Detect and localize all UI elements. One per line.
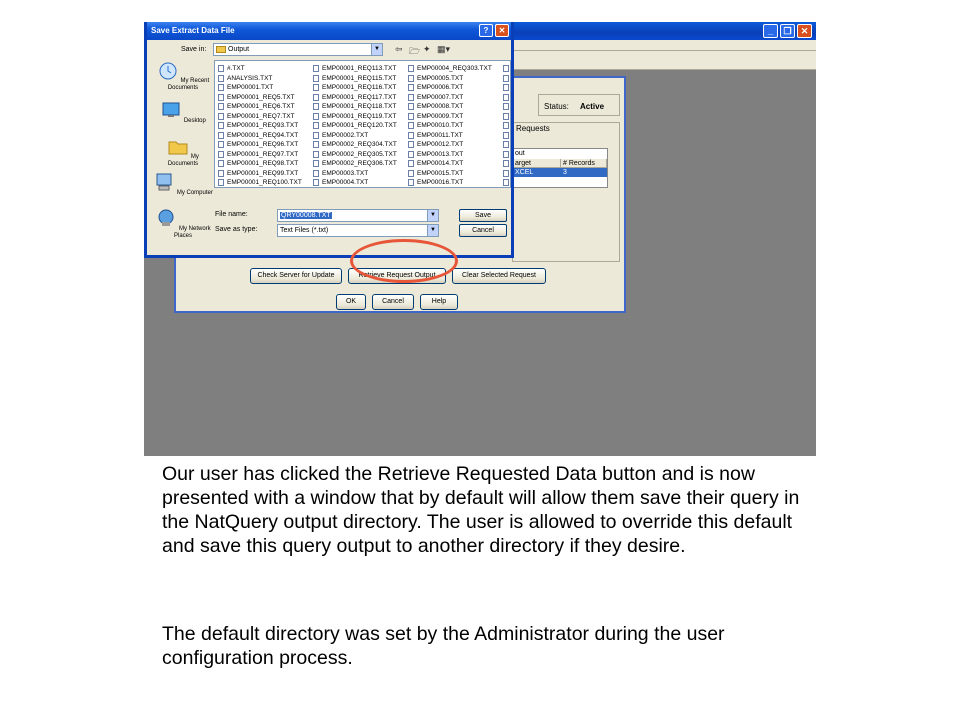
app-window-controls xyxy=(763,24,812,38)
file-list-item-clipped[interactable] xyxy=(503,83,509,93)
restore-button[interactable]: ❐ xyxy=(780,24,795,38)
file-list-item[interactable] xyxy=(313,150,397,160)
file-list-item[interactable] xyxy=(408,121,492,131)
file-list-item[interactable] xyxy=(218,64,302,74)
place-desktop-label: Desktop xyxy=(183,118,206,124)
text-file-icon xyxy=(503,179,509,186)
file-name: EMP00010.TXT xyxy=(417,122,464,129)
status-label: Status: xyxy=(544,102,569,111)
file-column-4-partial xyxy=(503,64,509,188)
save-dialog xyxy=(144,22,514,258)
file-name: EMP00001_REQ94.TXT xyxy=(227,131,299,139)
file-list-item[interactable] xyxy=(218,112,302,122)
save-as-type-value: Text Files (*.txt) xyxy=(280,227,329,234)
text-file-icon xyxy=(218,113,224,120)
file-list-item-clipped[interactable] xyxy=(503,159,509,169)
back-icon[interactable]: ⇦ xyxy=(395,44,403,54)
file-list-item[interactable] xyxy=(218,121,302,131)
up-folder-icon[interactable]: 🗁 xyxy=(409,46,421,56)
file-column-3 xyxy=(408,64,492,188)
file-name: EMP00001_REQ118.TXT xyxy=(322,103,397,110)
file-list-item[interactable] xyxy=(313,169,397,179)
text-file-icon xyxy=(218,151,224,158)
file-list-item[interactable] xyxy=(408,169,492,179)
file-name: EMP00001_REQ116.TXT xyxy=(322,84,397,91)
file-name: EMP00015.TXT xyxy=(417,169,464,177)
file-list-item[interactable] xyxy=(218,159,302,169)
text-file-icon xyxy=(218,122,224,129)
file-column-1 xyxy=(218,64,302,188)
file-list-item[interactable] xyxy=(313,131,397,141)
text-file-icon xyxy=(503,151,509,158)
dialog-titlebar xyxy=(147,22,511,40)
file-list-item[interactable] xyxy=(313,64,397,74)
file-list-item-clipped[interactable] xyxy=(503,102,509,112)
check-server-button[interactable]: Check Server for Update xyxy=(250,268,342,284)
file-name: EMP00004.TXT xyxy=(322,179,369,186)
place-my-documents-label: My Documents xyxy=(167,154,199,167)
file-name: EMP00002.TXT xyxy=(322,131,369,139)
file-name-label: File name: xyxy=(215,211,248,218)
file-list-item[interactable] xyxy=(218,74,302,84)
file-list-item-clipped[interactable] xyxy=(503,131,509,141)
file-name: EMP00001_REQ93.TXT xyxy=(227,122,299,129)
text-file-icon xyxy=(313,132,319,139)
text-file-icon xyxy=(408,141,414,148)
text-file-icon xyxy=(503,75,509,82)
text-file-icon xyxy=(313,65,319,72)
text-file-icon xyxy=(408,122,414,129)
requests-table[interactable] xyxy=(512,148,608,188)
file-name: EMP00002_REQ306.TXT xyxy=(322,160,397,167)
file-name-value: QRY00008.TXT xyxy=(281,212,331,219)
save-button[interactable]: Save xyxy=(459,209,507,222)
help-icon[interactable]: ? xyxy=(479,24,493,37)
file-name: EMP00001_REQ119.TXT xyxy=(322,112,397,120)
text-file-icon xyxy=(503,65,509,72)
file-list-item[interactable] xyxy=(313,93,397,103)
text-file-icon xyxy=(218,160,224,167)
file-list-item[interactable] xyxy=(313,159,397,169)
requests-group xyxy=(512,122,620,262)
text-file-icon xyxy=(408,113,414,120)
file-list-item[interactable] xyxy=(313,121,397,131)
file-name: EMP00006.TXT xyxy=(417,84,464,91)
caption-paragraph-1: Our user has clicked the Retrieve Requested Data button and is now presented with a window that by default will allow them save their query in the NatQuery output directory. The user is allowed to override this default and save this query output to another directory if they desire. xyxy=(162,463,800,557)
file-list-item-clipped[interactable] xyxy=(503,121,509,131)
file-name: EMP00005.TXT xyxy=(417,74,464,82)
text-file-icon xyxy=(503,94,509,101)
file-list-item[interactable] xyxy=(313,83,397,93)
dialog-window-controls xyxy=(479,24,509,37)
file-list-item[interactable] xyxy=(313,102,397,112)
file-name-input[interactable] xyxy=(277,209,439,222)
place-my-documents[interactable] xyxy=(153,136,213,168)
text-file-icon xyxy=(503,103,509,110)
text-file-icon xyxy=(218,170,224,177)
file-list-item[interactable] xyxy=(408,102,492,112)
file-list-item-clipped[interactable] xyxy=(503,140,509,150)
annotation-circle xyxy=(350,239,458,283)
dialog-title: Save Extract Data File xyxy=(151,26,235,35)
place-desktop[interactable] xyxy=(153,100,213,125)
file-name: EMP00002_REQ304.TXT xyxy=(322,141,397,148)
recent-documents-icon xyxy=(157,60,179,80)
file-list-item[interactable] xyxy=(218,83,302,93)
text-file-icon xyxy=(313,151,319,158)
help-button[interactable]: Help xyxy=(420,294,458,310)
text-file-icon xyxy=(408,94,414,101)
file-list-item[interactable] xyxy=(408,93,492,103)
text-file-icon xyxy=(313,75,319,82)
my-documents-icon xyxy=(167,136,189,156)
file-name: EMP00001_REQ113.TXT xyxy=(322,65,397,72)
views-menu-icon[interactable]: ▦▾ xyxy=(437,44,451,54)
text-file-icon xyxy=(218,75,224,82)
place-network-label: My Network Places xyxy=(173,226,211,239)
text-file-icon xyxy=(408,160,414,167)
file-name: EMP00001_REQ6.TXT xyxy=(227,103,295,110)
file-list-item[interactable] xyxy=(408,112,492,122)
text-file-icon xyxy=(313,94,319,101)
file-name: EMP00001_REQ7.TXT xyxy=(227,112,295,120)
text-file-icon xyxy=(218,141,224,148)
file-name: EMP00002_REQ305.TXT xyxy=(322,150,397,158)
file-name: EMP00001_REQ99.TXT xyxy=(227,169,299,177)
place-recent[interactable] xyxy=(153,60,213,92)
file-list-item[interactable] xyxy=(313,112,397,122)
save-in-combo[interactable] xyxy=(213,43,383,56)
file-list-item[interactable] xyxy=(408,83,492,93)
text-file-icon xyxy=(408,65,414,72)
text-file-icon xyxy=(313,122,319,129)
text-file-icon xyxy=(503,141,509,148)
text-file-icon xyxy=(408,103,414,110)
file-name: EMP00003.TXT xyxy=(322,169,369,177)
text-file-icon xyxy=(503,122,509,129)
text-file-icon xyxy=(408,151,414,158)
cell-target: XCEL xyxy=(515,169,534,176)
text-file-icon xyxy=(313,84,319,91)
text-file-icon xyxy=(313,179,319,186)
text-file-icon xyxy=(408,132,414,139)
close-button[interactable]: ✕ xyxy=(797,24,812,38)
save-in-label: Save in: xyxy=(181,46,207,53)
save-as-type-label: Save as type: xyxy=(215,226,258,233)
cell-records: 3 xyxy=(563,169,567,176)
file-name: EMP00001_REQ100.TXT xyxy=(227,179,302,186)
text-file-icon xyxy=(503,132,509,139)
file-list-item[interactable] xyxy=(218,178,302,188)
file-name: EMP00012.TXT xyxy=(417,141,464,148)
text-file-icon xyxy=(218,179,224,186)
file-name: EMP00007.TXT xyxy=(417,93,464,101)
clear-selected-button[interactable]: Clear Selected Request xyxy=(452,268,546,284)
text-file-icon xyxy=(218,65,224,72)
file-name: EMP00001_REQ117.TXT xyxy=(322,93,397,101)
cancel-button[interactable]: Cancel xyxy=(372,294,414,310)
chevron-down-icon[interactable]: ▼ xyxy=(427,210,438,221)
folder-icon xyxy=(216,46,226,53)
text-file-icon xyxy=(503,113,509,120)
requests-group-label: Requests xyxy=(516,124,550,133)
text-file-icon xyxy=(503,84,509,91)
text-file-icon xyxy=(408,179,414,186)
save-as-type-select[interactable] xyxy=(277,224,439,237)
file-list-item[interactable] xyxy=(408,178,492,188)
text-file-icon xyxy=(218,132,224,139)
file-list-item[interactable] xyxy=(408,74,492,84)
file-list-item[interactable] xyxy=(218,169,302,179)
file-list-item-clipped[interactable] xyxy=(503,64,509,74)
file-list-item[interactable] xyxy=(218,102,302,112)
text-file-icon xyxy=(218,103,224,110)
file-list-item[interactable] xyxy=(313,74,397,84)
caption-paragraph-2: The default directory was set by the Administrator during the user configuration process. xyxy=(162,623,725,669)
file-list-item[interactable] xyxy=(218,150,302,160)
file-list-item[interactable] xyxy=(408,64,492,74)
file-column-2 xyxy=(313,64,397,188)
save-in-value: Output xyxy=(228,46,250,53)
screenshot xyxy=(144,22,816,456)
file-list-item[interactable] xyxy=(408,159,492,169)
file-list-item[interactable] xyxy=(218,131,302,141)
requests-section-label: out xyxy=(515,150,525,157)
file-list-item-clipped[interactable] xyxy=(503,169,509,179)
file-list-item[interactable] xyxy=(408,131,492,141)
file-name: EMP00016.TXT xyxy=(417,179,464,186)
file-name: ANALYSIS.TXT xyxy=(227,74,273,82)
file-name: EMP00001_REQ96.TXT xyxy=(227,141,299,148)
retrieve-output-button[interactable]: Retrieve Request Output xyxy=(348,268,446,284)
file-name: EMP00011.TXT xyxy=(417,131,463,139)
dialog-close-button[interactable]: ✕ xyxy=(495,24,509,37)
file-name: EMP00001_REQ120.TXT xyxy=(322,122,397,129)
column-header-target[interactable]: arget xyxy=(513,159,561,168)
menubar-divider xyxy=(504,50,816,51)
column-header-records[interactable]: # Records xyxy=(561,159,607,168)
text-file-icon xyxy=(313,113,319,120)
file-name: EMP00001_REQ115.TXT xyxy=(322,74,397,82)
minimize-button[interactable]: _ xyxy=(763,24,778,38)
file-name: EMP00004_REQ303.TXT xyxy=(417,65,492,72)
file-name: EMP00001_REQ97.TXT xyxy=(227,150,299,158)
ok-button[interactable]: OK xyxy=(336,294,366,310)
status-value: Active xyxy=(580,102,605,111)
file-name: EMP00014.TXT xyxy=(417,160,464,167)
text-file-icon xyxy=(408,75,414,82)
chevron-down-icon[interactable]: ▼ xyxy=(427,225,438,236)
new-folder-icon[interactable]: ✦ xyxy=(423,44,431,54)
text-file-icon xyxy=(408,84,414,91)
file-list-item-clipped[interactable] xyxy=(503,150,509,160)
file-list-item[interactable] xyxy=(408,150,492,160)
text-file-icon xyxy=(218,94,224,101)
place-my-computer-label: My Computer xyxy=(176,190,213,196)
dialog-cancel-button[interactable]: Cancel xyxy=(459,224,507,237)
places-bar xyxy=(153,60,213,240)
desktop-icon xyxy=(160,100,182,120)
text-file-icon xyxy=(313,103,319,110)
table-row-selected[interactable] xyxy=(513,168,607,177)
file-name: EMP00001_REQ5.TXT xyxy=(227,93,295,101)
file-name: EMP00013.TXT xyxy=(417,150,464,158)
file-list-item[interactable] xyxy=(218,93,302,103)
file-name: EMP00009.TXT xyxy=(417,112,464,120)
text-file-icon xyxy=(313,160,319,167)
text-file-icon xyxy=(313,141,319,148)
network-places-icon xyxy=(155,208,177,228)
text-file-icon xyxy=(313,170,319,177)
file-list-item-clipped[interactable] xyxy=(503,112,509,122)
file-name: #.TXT xyxy=(227,65,245,72)
text-file-icon xyxy=(503,160,509,167)
file-name: EMP00008.TXT xyxy=(417,103,464,110)
file-list-item[interactable] xyxy=(313,178,397,188)
place-my-computer[interactable] xyxy=(153,172,213,197)
file-list[interactable] xyxy=(214,60,511,188)
file-list-item[interactable] xyxy=(313,140,397,150)
file-name: EMP00001.TXT xyxy=(227,84,274,91)
text-file-icon xyxy=(218,84,224,91)
file-list-item[interactable] xyxy=(218,140,302,150)
text-file-icon xyxy=(408,170,414,177)
chevron-down-icon[interactable]: ▼ xyxy=(371,44,382,55)
file-list-item[interactable] xyxy=(408,140,492,150)
file-list-item-clipped[interactable] xyxy=(503,93,509,103)
file-name: EMP00001_REQ98.TXT xyxy=(227,160,299,167)
place-recent-label: My Recent Documents xyxy=(167,78,210,91)
file-list-item-clipped[interactable] xyxy=(503,178,509,188)
place-network[interactable] xyxy=(153,208,213,240)
my-computer-icon xyxy=(153,172,175,192)
text-file-icon xyxy=(503,170,509,177)
file-list-item-clipped[interactable] xyxy=(503,74,509,84)
